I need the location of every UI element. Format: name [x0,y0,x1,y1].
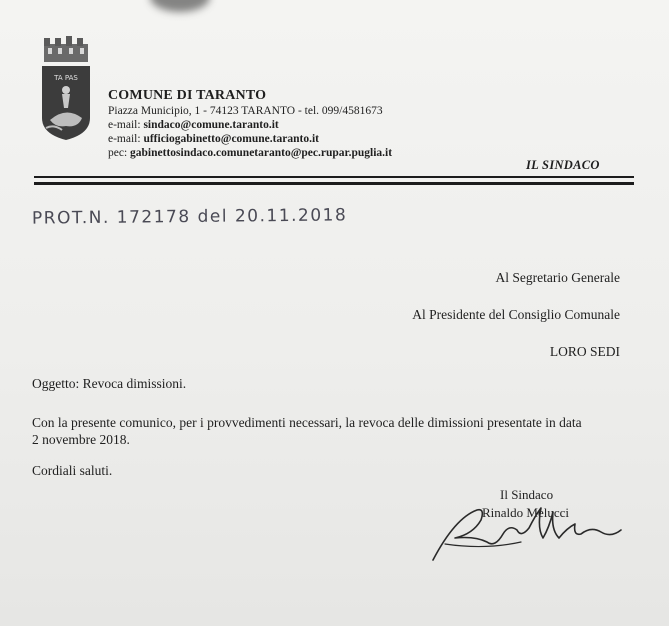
body-paragraph-line-2: 2 novembre 2018. [32,432,130,447]
pec-line [108,146,392,160]
handwritten-signature-icon [425,498,635,568]
recipient-segretario: Al Segretario Generale [495,270,620,285]
email-line-2 [108,132,392,146]
address-line: Piazza Municipio, 1 - 74123 TARANTO - tel. 099/4581673 [108,105,383,117]
subject-line: Oggetto: Revoca dimissioni. [32,376,187,391]
header-rule-thick [34,182,634,185]
crest-text: TA PAS [54,74,78,82]
email-gabinetto: ufficiogabinetto@comune.taranto.it [143,133,319,145]
email-label-1: e-mail: [108,119,141,131]
protocol-number: PROT.N. 172178 del 20.11.2018 [31,205,348,229]
recipient-presidente: Al Presidente del Consiglio Comunale [412,307,620,322]
closing: Cordiali saluti. [32,463,113,478]
office-title: IL SINDACO [526,158,600,172]
body-paragraph-line-1: Con la presente comunico, per i provvedimenti necessari, la revoca delle dimissioni presentate in data [32,415,582,430]
email-line-1 [108,118,392,132]
signature-title: Il Sindaco [500,487,554,502]
photo-shadow [150,0,210,12]
letterhead [108,88,392,160]
email-label-2: e-mail: [108,133,141,145]
recipient-loro-sedi: LORO SEDI [549,344,620,359]
pec-label: pec: [108,147,128,159]
signature-name: Rinaldo Melucci [482,505,570,520]
header-rule-thin [34,176,634,178]
comune-title: COMUNE DI TARANTO [108,88,267,103]
city-crest-icon [38,36,94,140]
pec-address: gabinettosindaco.comunetaranto@pec.rupar.puglia.it [130,147,393,159]
email-sindaco: sindaco@comune.taranto.it [143,119,279,131]
